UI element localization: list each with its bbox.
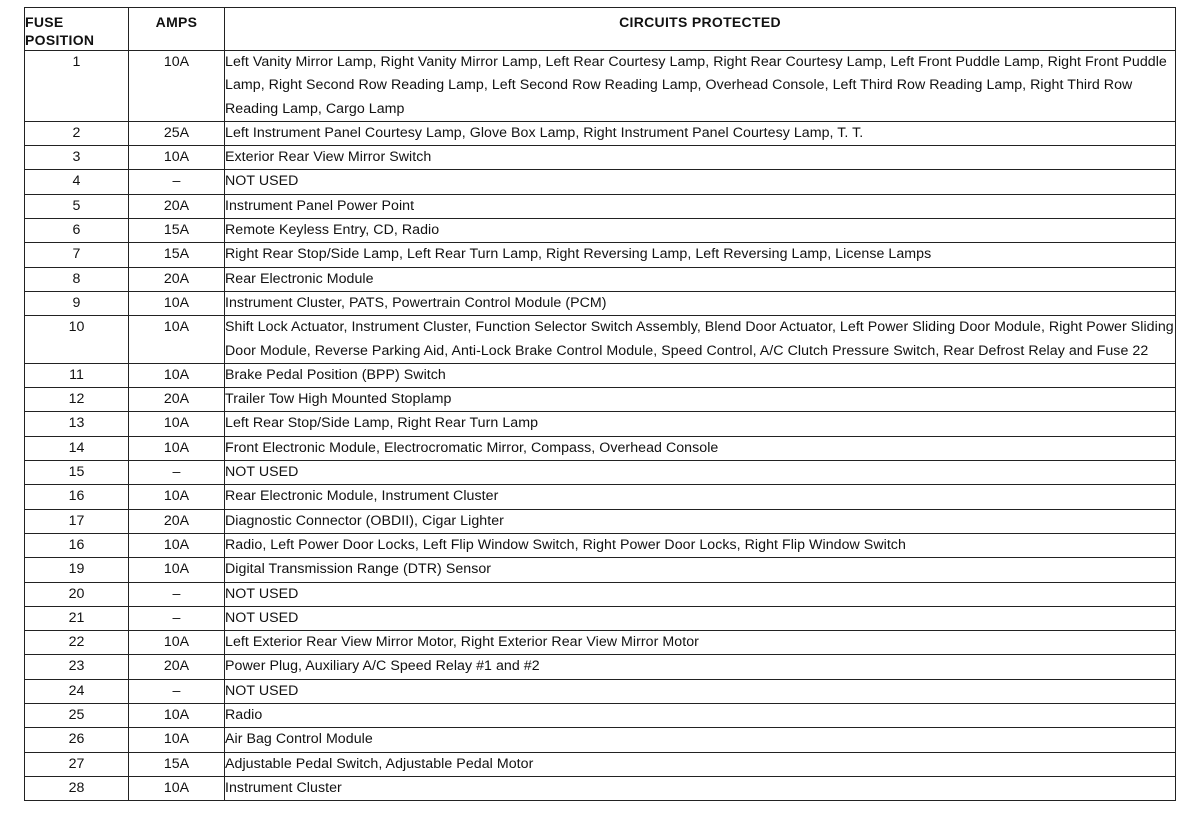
amps-cell: 15A bbox=[129, 752, 225, 776]
table-row bbox=[25, 388, 1176, 412]
amps-cell: 10A bbox=[129, 533, 225, 557]
table-row bbox=[25, 679, 1176, 703]
amps-cell: 10A bbox=[129, 316, 225, 364]
table-row bbox=[25, 412, 1176, 436]
fuse-position-cell: 11 bbox=[25, 363, 129, 387]
fuse-position-cell: 15 bbox=[25, 461, 129, 485]
fuse-table bbox=[24, 7, 1176, 801]
amps-cell: 25A bbox=[129, 121, 225, 145]
fuse-position-cell: 5 bbox=[25, 194, 129, 218]
circuits-cell: Left Instrument Panel Courtesy Lamp, Glove Box Lamp, Right Instrument Panel Courtesy Lamp, T. T. bbox=[225, 121, 1176, 145]
table-row bbox=[25, 267, 1176, 291]
amps-cell: 15A bbox=[129, 243, 225, 267]
circuits-cell: Diagnostic Connector (OBDII), Cigar Lighter bbox=[225, 509, 1176, 533]
table-row bbox=[25, 631, 1176, 655]
circuits-cell: Remote Keyless Entry, CD, Radio bbox=[225, 219, 1176, 243]
fuse-table-body bbox=[25, 51, 1176, 801]
fuse-position-cell: 21 bbox=[25, 606, 129, 630]
amps-cell: 20A bbox=[129, 655, 225, 679]
table-row bbox=[25, 655, 1176, 679]
amps-cell: 10A bbox=[129, 146, 225, 170]
fuse-table-header bbox=[25, 8, 1176, 51]
fuse-position-cell: 3 bbox=[25, 146, 129, 170]
table-row bbox=[25, 243, 1176, 267]
amps-cell: – bbox=[129, 461, 225, 485]
fuse-position-cell: 4 bbox=[25, 170, 129, 194]
fuse-position-cell: 12 bbox=[25, 388, 129, 412]
amps-cell: 15A bbox=[129, 219, 225, 243]
circuits-cell: Rear Electronic Module, Instrument Cluster bbox=[225, 485, 1176, 509]
fuse-position-cell: 14 bbox=[25, 436, 129, 460]
table-row bbox=[25, 728, 1176, 752]
circuits-protected-header: CIRCUITS PROTECTED bbox=[225, 8, 1176, 51]
amps-cell: 10A bbox=[129, 631, 225, 655]
amps-cell: 10A bbox=[129, 704, 225, 728]
table-row bbox=[25, 219, 1176, 243]
table-row bbox=[25, 194, 1176, 218]
table-row bbox=[25, 582, 1176, 606]
circuits-cell: Power Plug, Auxiliary A/C Speed Relay #1 and #2 bbox=[225, 655, 1176, 679]
amps-cell: 20A bbox=[129, 194, 225, 218]
circuits-cell: Trailer Tow High Mounted Stoplamp bbox=[225, 388, 1176, 412]
circuits-cell: Brake Pedal Position (BPP) Switch bbox=[225, 363, 1176, 387]
fuse-position-cell: 1 bbox=[25, 51, 129, 122]
circuits-cell: Shift Lock Actuator, Instrument Cluster, Function Selector Switch Assembly, Blend Door Actuator, Left Power Sliding Door Module, Right Power Sliding Door Module, Reverse Parking Aid, Anti-Lock Brake Control Module, Speed Control, A/C Clutch Pressure Switch, Rear Defrost Relay and Fuse 22 bbox=[225, 316, 1176, 364]
circuits-cell: Radio bbox=[225, 704, 1176, 728]
fuse-position-cell: 26 bbox=[25, 728, 129, 752]
amps-cell: 10A bbox=[129, 363, 225, 387]
circuits-cell: Left Exterior Rear View Mirror Motor, Right Exterior Rear View Mirror Motor bbox=[225, 631, 1176, 655]
circuits-cell: NOT USED bbox=[225, 606, 1176, 630]
circuits-cell: NOT USED bbox=[225, 582, 1176, 606]
fuse-position-cell: 17 bbox=[25, 509, 129, 533]
amps-header: AMPS bbox=[129, 8, 225, 51]
table-row bbox=[25, 436, 1176, 460]
circuits-cell: Instrument Panel Power Point bbox=[225, 194, 1176, 218]
circuits-cell: NOT USED bbox=[225, 461, 1176, 485]
fuse-position-header: FUSE POSITION bbox=[25, 8, 129, 51]
amps-cell: 20A bbox=[129, 267, 225, 291]
amps-cell: 10A bbox=[129, 51, 225, 122]
fuse-position-cell: 16 bbox=[25, 533, 129, 557]
fuse-position-cell: 7 bbox=[25, 243, 129, 267]
circuits-cell: Left Rear Stop/Side Lamp, Right Rear Turn Lamp bbox=[225, 412, 1176, 436]
fuse-position-cell: 28 bbox=[25, 776, 129, 800]
table-row bbox=[25, 291, 1176, 315]
table-row bbox=[25, 363, 1176, 387]
fuse-position-cell: 20 bbox=[25, 582, 129, 606]
table-row bbox=[25, 121, 1176, 145]
circuits-cell: Front Electronic Module, Electrocromatic Mirror, Compass, Overhead Console bbox=[225, 436, 1176, 460]
amps-cell: 20A bbox=[129, 388, 225, 412]
header-row bbox=[25, 8, 1176, 51]
amps-cell: – bbox=[129, 170, 225, 194]
circuits-cell: Instrument Cluster, PATS, Powertrain Control Module (PCM) bbox=[225, 291, 1176, 315]
amps-cell: 10A bbox=[129, 436, 225, 460]
circuits-cell: Rear Electronic Module bbox=[225, 267, 1176, 291]
amps-cell: – bbox=[129, 679, 225, 703]
fuse-position-cell: 2 bbox=[25, 121, 129, 145]
table-row bbox=[25, 170, 1176, 194]
circuits-cell: NOT USED bbox=[225, 679, 1176, 703]
fuse-position-cell: 19 bbox=[25, 558, 129, 582]
circuits-cell: Radio, Left Power Door Locks, Left Flip Window Switch, Right Power Door Locks, Right Flip Window Switch bbox=[225, 533, 1176, 557]
table-row bbox=[25, 533, 1176, 557]
amps-cell: 10A bbox=[129, 412, 225, 436]
fuse-position-cell: 16 bbox=[25, 485, 129, 509]
circuits-cell: NOT USED bbox=[225, 170, 1176, 194]
circuits-cell: Left Vanity Mirror Lamp, Right Vanity Mirror Lamp, Left Rear Courtesy Lamp, Right Rear Courtesy Lamp, Left Front Puddle Lamp, Right Front Puddle Lamp, Right Second Row Reading Lamp, Left Second Row Reading Lamp, Overhead Console, Left Third Row Reading Lamp, Right Third Row Reading Lamp, Cargo Lamp bbox=[225, 51, 1176, 122]
table-row bbox=[25, 461, 1176, 485]
circuits-cell: Air Bag Control Module bbox=[225, 728, 1176, 752]
amps-cell: 10A bbox=[129, 776, 225, 800]
fuse-position-cell: 10 bbox=[25, 316, 129, 364]
fuse-position-cell: 24 bbox=[25, 679, 129, 703]
fuse-position-cell: 25 bbox=[25, 704, 129, 728]
amps-cell: 10A bbox=[129, 291, 225, 315]
fuse-position-cell: 27 bbox=[25, 752, 129, 776]
fuse-position-cell: 22 bbox=[25, 631, 129, 655]
circuits-cell: Right Rear Stop/Side Lamp, Left Rear Turn Lamp, Right Reversing Lamp, Left Reversing Lamp, License Lamps bbox=[225, 243, 1176, 267]
table-row bbox=[25, 606, 1176, 630]
circuits-cell: Exterior Rear View Mirror Switch bbox=[225, 146, 1176, 170]
amps-cell: – bbox=[129, 606, 225, 630]
amps-cell: 10A bbox=[129, 485, 225, 509]
table-row bbox=[25, 509, 1176, 533]
amps-cell: 20A bbox=[129, 509, 225, 533]
amps-cell: 10A bbox=[129, 728, 225, 752]
amps-cell: – bbox=[129, 582, 225, 606]
circuits-cell: Adjustable Pedal Switch, Adjustable Pedal Motor bbox=[225, 752, 1176, 776]
table-row bbox=[25, 485, 1176, 509]
table-row bbox=[25, 558, 1176, 582]
circuits-cell: Digital Transmission Range (DTR) Sensor bbox=[225, 558, 1176, 582]
fuse-position-cell: 13 bbox=[25, 412, 129, 436]
table-row bbox=[25, 316, 1176, 364]
table-row bbox=[25, 752, 1176, 776]
amps-cell: 10A bbox=[129, 558, 225, 582]
table-row bbox=[25, 776, 1176, 800]
table-row bbox=[25, 146, 1176, 170]
fuse-position-cell: 23 bbox=[25, 655, 129, 679]
fuse-position-cell: 8 bbox=[25, 267, 129, 291]
circuits-cell: Instrument Cluster bbox=[225, 776, 1176, 800]
table-row bbox=[25, 704, 1176, 728]
fuse-position-cell: 9 bbox=[25, 291, 129, 315]
fuse-position-cell: 6 bbox=[25, 219, 129, 243]
table-row bbox=[25, 51, 1176, 122]
